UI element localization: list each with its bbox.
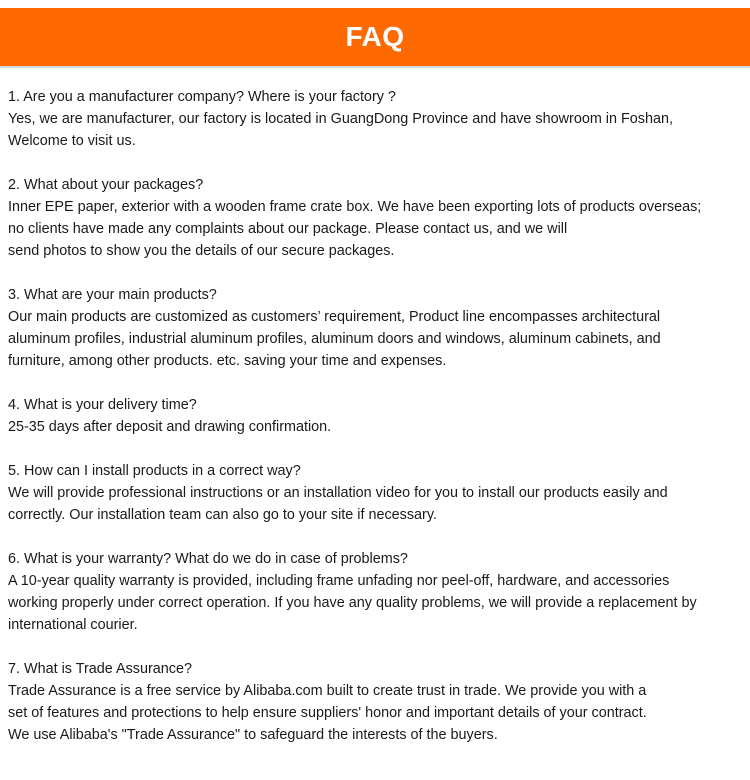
header-divider <box>0 66 750 68</box>
faq-answer-line: Our main products are customized as customers’ requirement, Product line encompasses architectural <box>8 309 661 325</box>
faq-answer-line: A 10-year quality warranty is provided, including frame unfading nor peel-off, hardware, and accessories <box>8 573 670 589</box>
faq-question: 4. What is your delivery time? <box>8 397 197 413</box>
faq-question: 2. What about your packages? <box>8 177 204 193</box>
faq-question: 7. What is Trade Assurance? <box>8 661 192 677</box>
faq-answer-line: Inner EPE paper, exterior with a wooden frame crate box. We have been exporting lots of products overseas; <box>8 199 702 215</box>
page-title: FAQ <box>345 21 405 52</box>
faq-answer-line: working properly under correct operation. If you have any quality problems, we will provide a replacement by <box>8 595 697 611</box>
faq-item-5 <box>8 460 744 526</box>
faq-question: 3. What are your main products? <box>8 287 217 303</box>
faq-answer-line: We will provide professional instructions or an installation video for you to install our products easily and <box>8 485 668 501</box>
faq-answer-line: correctly. Our installation team can also go to your site if necessary. <box>8 507 437 523</box>
faq-item-7 <box>8 658 744 746</box>
faq-answer-line: international courier. <box>8 617 138 633</box>
faq-answer-line: We use Alibaba's "Trade Assurance" to safeguard the interests of the buyers. <box>8 727 498 743</box>
faq-question: 5. How can I install products in a correct way? <box>8 463 301 479</box>
faq-question: 6. What is your warranty? What do we do in case of problems? <box>8 551 408 567</box>
faq-answer-line: aluminum profiles, industrial aluminum profiles, aluminum doors and windows, aluminum cabinets, and <box>8 331 661 347</box>
faq-answer-line: set of features and protections to help ensure suppliers' honor and important details of your contract. <box>8 705 647 721</box>
faq-answer-line: 25-35 days after deposit and drawing confirmation. <box>8 419 332 435</box>
faq-answer-line: furniture, among other products. etc. saving your time and expenses. <box>8 353 447 369</box>
faq-answer-line: no clients have made any complaints about our package. Please contact us, and we will <box>8 221 568 237</box>
faq-list <box>8 86 744 768</box>
faq-question: 1. Are you a manufacturer company? Where is your factory ? <box>8 89 396 105</box>
faq-answer-line: Trade Assurance is a free service by Alibaba.com built to create trust in trade. We provide you with a <box>8 683 647 699</box>
faq-answer-line: Welcome to visit us. <box>8 133 136 149</box>
faq-header-banner <box>0 8 750 66</box>
faq-answer-line: Yes, we are manufacturer, our factory is located in GuangDong Province and have showroom in Foshan, <box>8 111 674 127</box>
faq-item-2 <box>8 174 744 262</box>
faq-item-1 <box>8 86 744 152</box>
faq-item-3 <box>8 284 744 372</box>
faq-item-4 <box>8 394 744 438</box>
faq-item-6 <box>8 548 744 636</box>
faq-answer-line: send photos to show you the details of our secure packages. <box>8 243 395 259</box>
